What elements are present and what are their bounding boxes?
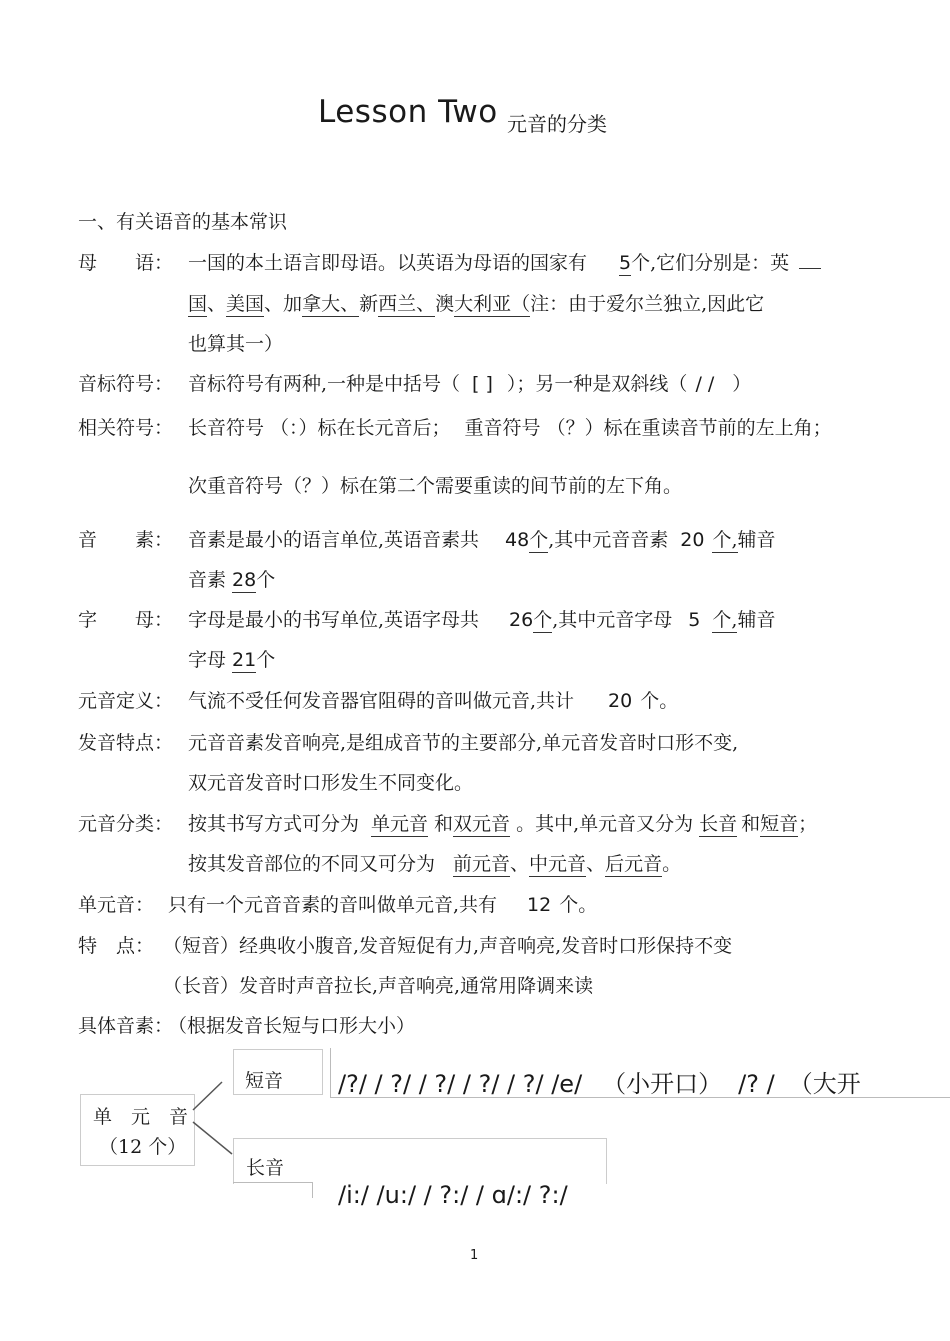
yinbiao-text-3: ） bbox=[732, 373, 752, 395]
zimu-line2 bbox=[188, 648, 275, 672]
label-fenlei: 元音分类： bbox=[78, 813, 174, 835]
muyu-sep-1: 、 bbox=[207, 293, 227, 315]
fenlei-duanyin: 短音 bbox=[760, 813, 799, 835]
page-number: 1 bbox=[470, 1248, 479, 1263]
xiangguan-text-2: 重音符号 （？）标在重读音节前的左上角； bbox=[464, 417, 832, 439]
yinsu-text-4: 音素 bbox=[188, 569, 227, 591]
diagram-root-count: （12 个） bbox=[99, 1136, 187, 1158]
page-subtitle: 元音的分类 bbox=[507, 112, 607, 136]
danyuanyin-text: 只有一个元音音素的音叫做单元音,共有 bbox=[168, 894, 498, 916]
short-small-opening: （小开口） bbox=[602, 1070, 723, 1098]
yinbiao-slash: / / bbox=[695, 373, 715, 395]
muyu-sep-3: 新 bbox=[359, 293, 379, 315]
fenlei-text-3: 按其发音部位的不同又可分为 bbox=[188, 853, 436, 875]
muyu-country-5: 大利亚（ bbox=[454, 293, 531, 315]
fayin-tedian-line2: 双元音发音时口形发生不同变化。 bbox=[188, 772, 474, 794]
zimu-unit-vowel: 个, bbox=[712, 609, 738, 631]
yinbiao-text-1: 音标符号有两种,一种是中括号（ bbox=[188, 373, 461, 395]
xiangguan-line2: 次重音符号（？）标在第二个需要重读的间节前的左下角。 bbox=[188, 475, 683, 497]
label-tedian: 特 点： bbox=[78, 935, 155, 957]
muyu-country-4: 西兰、 bbox=[378, 293, 436, 315]
yinsu-text-2: ,其中元音音素 bbox=[548, 529, 669, 551]
fenlei-line1 bbox=[188, 812, 817, 836]
fenlei-changyin: 长音 bbox=[699, 813, 738, 835]
muyu-country-1: 国 bbox=[188, 293, 208, 315]
yinsu-count-consonant: 28 bbox=[232, 569, 257, 591]
zimu-count-total: 26 bbox=[509, 609, 534, 631]
label-yinbiao: 音标符号： bbox=[78, 373, 174, 395]
fenlei-sep-2: 、 bbox=[586, 853, 606, 875]
diagram-root-box bbox=[80, 1094, 195, 1166]
xiangguan-text-1: 长音符号 （：）标在长元音后； bbox=[188, 417, 451, 439]
muyu-count: 5 bbox=[619, 252, 632, 274]
muyu-line3: 也算其一） bbox=[188, 333, 284, 355]
fenlei-danyuanyin: 单元音 bbox=[371, 813, 429, 835]
dingyi-count: 20 bbox=[608, 690, 633, 712]
fenlei-shuangyuanyin: 双元音 bbox=[453, 813, 511, 835]
muyu-country-2: 美国 bbox=[226, 293, 265, 315]
fenlei-zhongyuanyin: 中元音 bbox=[529, 853, 587, 875]
fenlei-semicolon: ； bbox=[798, 813, 818, 835]
yinbiao-text-2: ）；另一种是双斜线（ bbox=[506, 373, 688, 395]
fenlei-and-2: 和 bbox=[741, 813, 761, 835]
fenlei-sep-3: 。 bbox=[662, 853, 682, 875]
muyu-country-3: 拿大、 bbox=[302, 293, 360, 315]
zimu-unit-consonant: 个 bbox=[256, 649, 276, 671]
long-divider-horizontal bbox=[233, 1182, 313, 1183]
label-yinsu: 音 素： bbox=[78, 529, 174, 551]
fenlei-text-2: 。其中,单元音又分为 bbox=[516, 813, 694, 835]
zimu-text-1: 字母是最小的书写单位,英语字母共 bbox=[188, 609, 480, 631]
yinsu-unit-total: 个 bbox=[529, 529, 549, 551]
yinbiao-line bbox=[188, 372, 751, 396]
label-danyuanyin: 单元音： bbox=[78, 894, 155, 916]
fenlei-qianyuanyin: 前元音 bbox=[453, 853, 511, 875]
zimu-unit-total: 个 bbox=[533, 609, 553, 631]
tedian-line1: （短音）经典收小腹音,发音短促有力,声音响亮,发音时口形保持不变 bbox=[163, 935, 733, 957]
fenlei-and-1: 和 bbox=[434, 813, 454, 835]
fenlei-houyuanyin: 后元音 bbox=[605, 853, 663, 875]
danyuanyin-unit: 个。 bbox=[559, 894, 598, 916]
diagram-root-title: 单 元 音 bbox=[93, 1106, 189, 1128]
yinsu-line1 bbox=[188, 528, 776, 552]
dingyi-line bbox=[188, 689, 678, 713]
tedian-line2: （长音）发音时声音拉长,声音响亮,通常用降调来读 bbox=[163, 975, 594, 997]
muyu-text: 一国的本土语言即母语。以英语为母语的国家有 bbox=[188, 252, 588, 274]
zimu-count-consonant: 21 bbox=[232, 649, 257, 671]
muyu-text-b: 个,它们分别是：英 bbox=[631, 252, 790, 274]
short-label: 短音 bbox=[245, 1070, 284, 1092]
fayin-tedian-line1: 元音音素发音响亮,是组成音节的主要部分,单元音发音时口形不变, bbox=[188, 732, 739, 754]
yinsu-text-3: 辅音 bbox=[737, 529, 776, 551]
yinbiao-bracket: [ ] bbox=[472, 373, 493, 395]
page-title: Lesson Two bbox=[318, 94, 498, 130]
fenlei-line2 bbox=[188, 852, 681, 876]
dingyi-unit: 个。 bbox=[640, 690, 679, 712]
danyuanyin-count: 12 bbox=[527, 894, 552, 916]
long-divider-vertical bbox=[312, 1182, 313, 1198]
muyu-note: 注：由于爱尔兰独立,因此它 bbox=[530, 293, 765, 315]
zimu-line1 bbox=[188, 608, 775, 632]
short-big-opening: （大开 bbox=[788, 1070, 861, 1098]
fenlei-sep-1: 、 bbox=[510, 853, 530, 875]
label-xiangguan: 相关符号： bbox=[78, 417, 174, 439]
zimu-text-3: 辅音 bbox=[737, 609, 776, 631]
section-heading: 一、有关语音的基本常识 bbox=[78, 211, 288, 233]
muyu-line2 bbox=[188, 292, 764, 316]
xiangguan-line1 bbox=[188, 416, 832, 440]
juti-note: （根据发音长短与口形大小） bbox=[168, 1015, 416, 1037]
label-dingyi: 元音定义： bbox=[78, 690, 174, 712]
yinsu-count-total: 48 bbox=[505, 529, 530, 551]
muyu-line1 bbox=[188, 251, 821, 275]
danyuanyin-line bbox=[168, 893, 597, 917]
fenlei-text-1: 按其书写方式可分为 bbox=[188, 813, 360, 835]
yinsu-count-vowel: 20 bbox=[680, 529, 705, 551]
connector-line-short bbox=[193, 1082, 222, 1110]
dingyi-text: 气流不受任何发音器官阻碍的音叫做元音,共计 bbox=[188, 690, 575, 712]
yinsu-line2 bbox=[188, 568, 275, 592]
long-label: 长音 bbox=[246, 1157, 285, 1179]
yinsu-unit-vowel: 个, bbox=[712, 529, 738, 551]
blank-line bbox=[799, 268, 821, 269]
zimu-text-2: ,其中元音字母 bbox=[552, 609, 673, 631]
muyu-sep-4: 澳 bbox=[435, 293, 455, 315]
long-sounds: /i:/ /u:/ / ?:/ / ɑ/:/ ?:/ bbox=[338, 1181, 568, 1209]
label-juti: 具体音素： bbox=[78, 1015, 174, 1037]
label-fayin-tedian: 发音特点： bbox=[78, 732, 174, 754]
zimu-count-vowel: 5 bbox=[688, 609, 701, 631]
short-sound-2: /? / bbox=[738, 1070, 775, 1098]
zimu-text-4: 字母 bbox=[188, 649, 227, 671]
diagram-long-box bbox=[233, 1138, 607, 1184]
yinsu-text-1: 音素是最小的语言单位,英语音素共 bbox=[188, 529, 480, 551]
short-sounds-row bbox=[338, 1064, 861, 1099]
label-muyu: 母 语： bbox=[78, 252, 174, 274]
connector-line-long bbox=[193, 1122, 232, 1154]
diagram-short-box bbox=[233, 1049, 323, 1095]
label-zimu: 字 母： bbox=[78, 609, 174, 631]
yinsu-unit-consonant: 个 bbox=[256, 569, 276, 591]
short-divider-vertical bbox=[330, 1048, 331, 1098]
muyu-sep-2: 、加 bbox=[264, 293, 303, 315]
short-sounds: /?/ / ?/ / ?/ / ?/ / ?/ /e/ bbox=[338, 1070, 583, 1098]
